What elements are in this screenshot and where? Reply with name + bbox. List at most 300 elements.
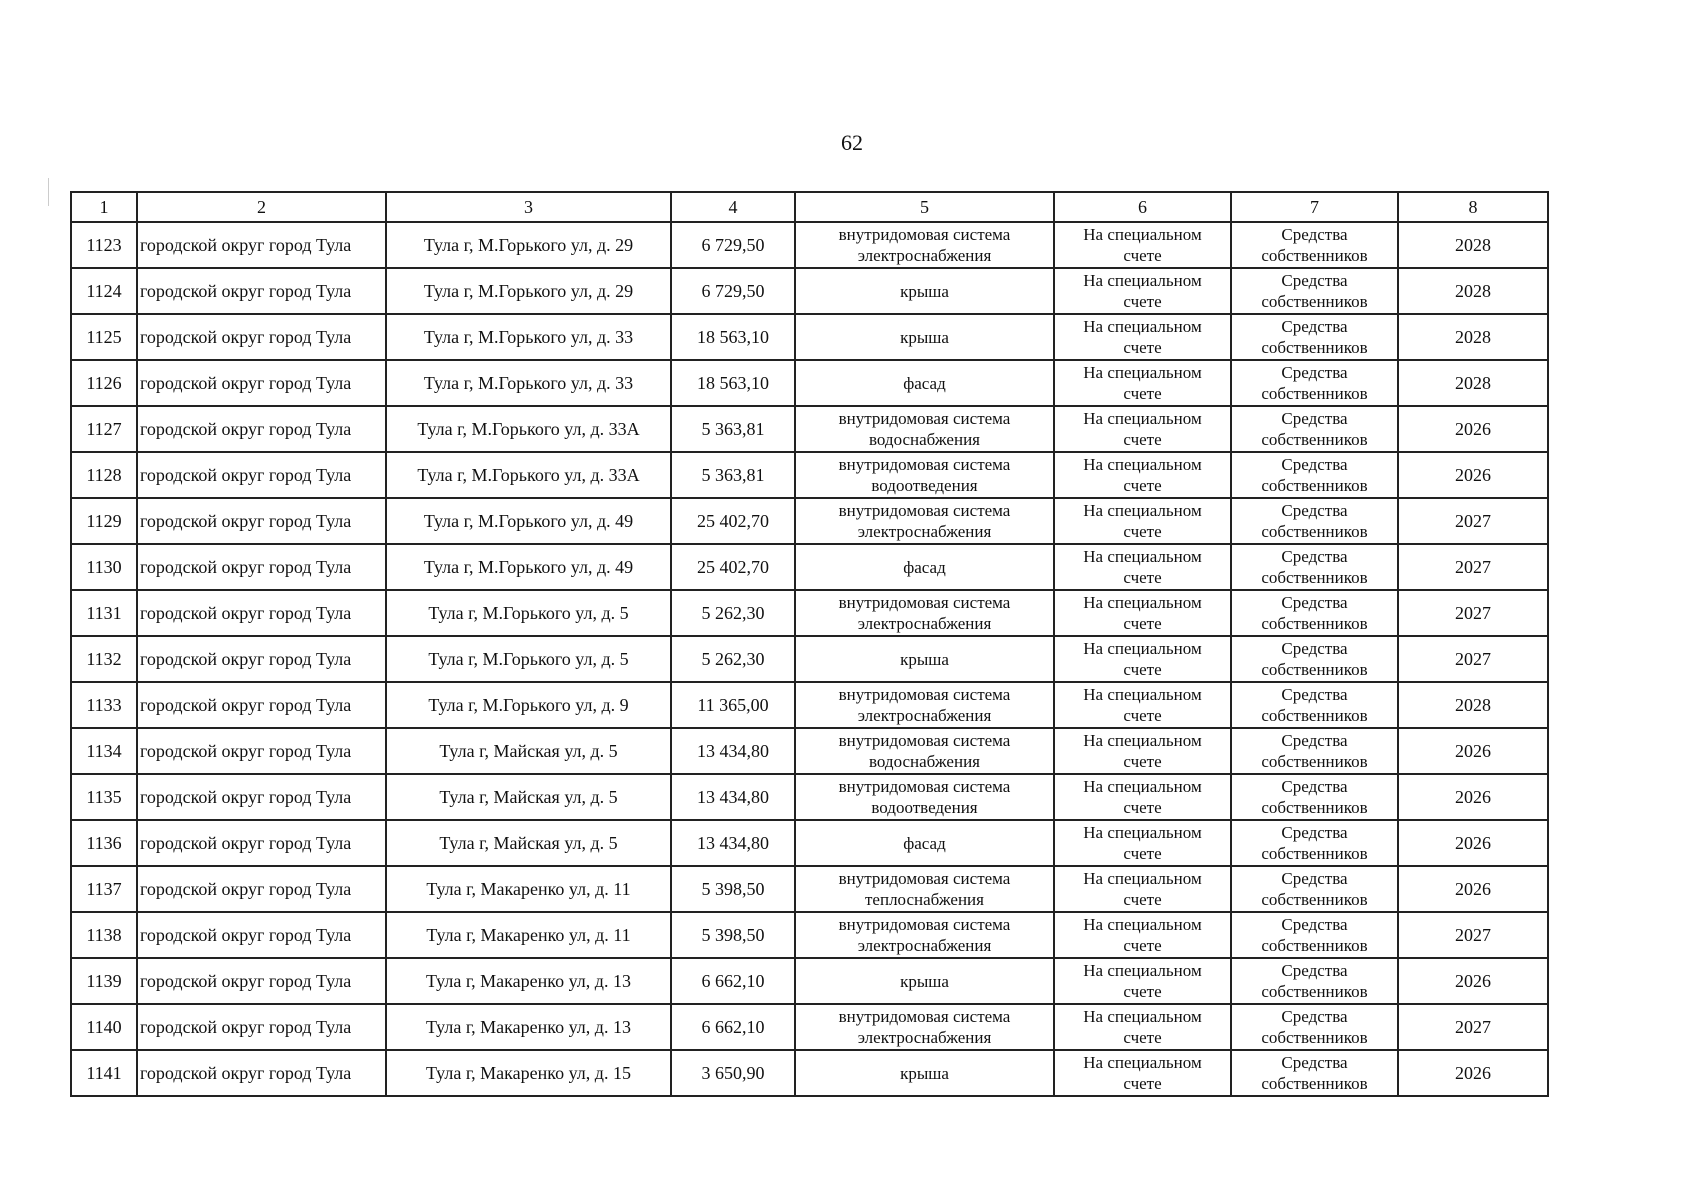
scan-artifact-line	[48, 178, 49, 206]
fund-method-cell-text: счете	[1123, 522, 1162, 541]
row-number-cell	[71, 636, 137, 682]
funding-source-cell	[1231, 636, 1398, 682]
municipality-cell	[137, 1050, 386, 1096]
table-row	[71, 820, 1548, 866]
work-type-cell	[795, 360, 1054, 406]
work-type-cell	[795, 958, 1054, 1004]
fund-method-cell	[1054, 268, 1231, 314]
area-cell-text: 5 363,81	[701, 419, 765, 439]
work-type-cell-text: внутридомовая система	[838, 455, 1011, 474]
row-number-cell	[71, 544, 137, 590]
year-cell-text: 2026	[1455, 787, 1491, 807]
funding-source-cell-text: Средства	[1281, 271, 1348, 290]
address-cell	[386, 866, 671, 912]
fund-method-cell-text: На специальном	[1083, 593, 1202, 612]
work-type-cell-text: электроснабжения	[857, 936, 992, 955]
area-cell	[671, 360, 795, 406]
year-cell-text: 2028	[1455, 281, 1491, 301]
work-type-cell-text: фасад	[903, 557, 946, 577]
work-type-cell-text: водоотведения	[871, 798, 978, 817]
address-cell	[386, 452, 671, 498]
area-cell	[671, 452, 795, 498]
funding-source-cell	[1231, 544, 1398, 590]
area-cell	[671, 314, 795, 360]
row-number-cell	[71, 728, 137, 774]
funding-source-cell-text: собственников	[1261, 568, 1368, 587]
fund-method-cell-text: счете	[1123, 292, 1162, 311]
municipality-cell	[137, 636, 386, 682]
year-cell	[1398, 544, 1548, 590]
address-cell-text: Тула г, Макаренко ул, д. 11	[426, 879, 631, 899]
municipality-cell-text: городской округ город Тула	[140, 741, 352, 761]
funding-source-cell	[1231, 958, 1398, 1004]
fund-method-cell	[1054, 544, 1231, 590]
work-type-cell	[795, 222, 1054, 268]
work-type-cell-text: внутридомовая система	[838, 869, 1011, 888]
funding-source-cell	[1231, 820, 1398, 866]
year-cell	[1398, 636, 1548, 682]
year-cell	[1398, 268, 1548, 314]
year-cell-text: 2026	[1455, 833, 1491, 853]
row-number-cell	[71, 866, 137, 912]
work-type-cell-text: теплоснабжения	[865, 890, 984, 909]
area-cell	[671, 544, 795, 590]
address-cell-text: Тула г, М.Горького ул, д. 29	[423, 235, 634, 255]
fund-method-cell-text: На специальном	[1083, 271, 1202, 290]
year-cell	[1398, 774, 1548, 820]
work-type-cell-text: внутридомовая система	[838, 409, 1011, 428]
row-number-cell	[71, 268, 137, 314]
municipality-cell-text: городской округ город Тула	[140, 419, 352, 439]
work-type-cell	[795, 820, 1054, 866]
funding-source-cell-text: собственников	[1261, 384, 1368, 403]
row-number-cell-text: 1131	[86, 603, 122, 623]
work-type-cell-text: внутридомовая система	[838, 685, 1011, 704]
row-number-cell-text: 1125	[86, 327, 122, 347]
year-cell-text: 2027	[1455, 1017, 1491, 1037]
area-cell	[671, 498, 795, 544]
address-cell-text: Тула г, М.Горького ул, д. 33А	[417, 465, 640, 485]
area-cell-text: 18 563,10	[697, 373, 769, 393]
municipality-cell	[137, 912, 386, 958]
area-cell-text: 25 402,70	[697, 557, 769, 577]
row-number-cell-text: 1129	[86, 511, 122, 531]
fund-method-cell	[1054, 590, 1231, 636]
funding-source-cell-text: Средства	[1281, 455, 1348, 474]
work-type-cell	[795, 406, 1054, 452]
municipality-cell	[137, 314, 386, 360]
area-cell	[671, 866, 795, 912]
municipality-cell-text: городской округ город Тула	[140, 327, 352, 347]
row-number-cell-text: 1135	[86, 787, 122, 807]
funding-source-cell	[1231, 406, 1398, 452]
funding-source-cell-text: Средства	[1281, 1007, 1348, 1026]
row-number-cell-text: 1133	[86, 695, 122, 715]
table-row	[71, 590, 1548, 636]
address-cell-text: Тула г, М.Горького ул, д. 33	[423, 373, 634, 393]
address-cell-text: Тула г, Макаренко ул, д. 13	[426, 971, 631, 991]
table-row	[71, 360, 1548, 406]
year-cell	[1398, 728, 1548, 774]
year-cell	[1398, 958, 1548, 1004]
funding-source-cell-text: Средства	[1281, 1053, 1348, 1072]
fund-method-cell-text: На специальном	[1083, 409, 1202, 428]
funding-source-cell	[1231, 222, 1398, 268]
fund-method-cell	[1054, 820, 1231, 866]
fund-method-cell	[1054, 866, 1231, 912]
area-cell	[671, 1050, 795, 1096]
table-row	[71, 682, 1548, 728]
work-type-cell	[795, 590, 1054, 636]
municipality-cell-text: городской округ город Тула	[140, 879, 352, 899]
municipality-cell-text: городской округ город Тула	[140, 649, 352, 669]
table-row	[71, 544, 1548, 590]
fund-method-cell	[1054, 728, 1231, 774]
fund-method-cell-text: На специальном	[1083, 1053, 1202, 1072]
row-number-cell	[71, 222, 137, 268]
work-type-cell-text: крыша	[900, 1063, 949, 1083]
area-cell-text: 13 434,80	[697, 741, 769, 761]
fund-method-cell	[1054, 360, 1231, 406]
address-cell-text: Тула г, М.Горького ул, д. 49	[423, 511, 634, 531]
municipality-cell	[137, 222, 386, 268]
year-cell	[1398, 590, 1548, 636]
work-type-cell-text: крыша	[900, 649, 949, 669]
fund-method-cell-text: На специальном	[1083, 869, 1202, 888]
work-type-cell-text: внутридомовая система	[838, 593, 1011, 612]
row-number-cell-text: 1137	[86, 879, 122, 899]
work-type-cell	[795, 268, 1054, 314]
area-cell	[671, 682, 795, 728]
work-type-cell	[795, 728, 1054, 774]
fund-method-cell-text: счете	[1123, 890, 1162, 909]
year-cell-text: 2026	[1455, 741, 1491, 761]
area-cell-text: 5 262,30	[701, 603, 765, 623]
work-type-cell	[795, 1050, 1054, 1096]
row-number-cell-text: 1127	[86, 419, 122, 439]
page-number: 62	[841, 130, 863, 155]
municipality-cell	[137, 682, 386, 728]
row-number-cell	[71, 682, 137, 728]
year-cell	[1398, 1004, 1548, 1050]
row-number-cell	[71, 452, 137, 498]
municipality-cell-text: городской округ город Тула	[140, 971, 352, 991]
municipality-cell-text: городской округ город Тула	[140, 695, 352, 715]
municipality-cell-text: городской округ город Тула	[140, 1063, 352, 1083]
fund-method-cell-text: На специальном	[1083, 915, 1202, 934]
row-number-cell-text: 1134	[86, 741, 122, 761]
funding-source-cell-text: собственников	[1261, 1028, 1368, 1047]
funding-source-cell-text: Средства	[1281, 869, 1348, 888]
address-cell-text: Тула г, М.Горького ул, д. 33А	[417, 419, 640, 439]
fund-method-cell-text: счете	[1123, 844, 1162, 863]
work-type-cell-text: крыша	[900, 971, 949, 991]
fund-method-cell-text: счете	[1123, 706, 1162, 725]
header-cell: 5	[795, 192, 1054, 222]
address-cell	[386, 590, 671, 636]
work-type-cell-text: внутридомовая система	[838, 777, 1011, 796]
year-cell-text: 2026	[1455, 1063, 1491, 1083]
work-type-cell-text: внутридомовая система	[838, 1007, 1011, 1026]
area-cell	[671, 912, 795, 958]
fund-method-cell-text: счете	[1123, 1074, 1162, 1093]
row-number-cell	[71, 1004, 137, 1050]
year-cell	[1398, 682, 1548, 728]
work-type-cell	[795, 774, 1054, 820]
funding-source-cell	[1231, 314, 1398, 360]
address-cell-text: Тула г, Майская ул, д. 5	[439, 833, 618, 853]
funding-source-cell-text: собственников	[1261, 430, 1368, 449]
table-row	[71, 958, 1548, 1004]
year-cell-text: 2028	[1455, 327, 1491, 347]
municipality-cell	[137, 820, 386, 866]
funding-source-cell-text: Средства	[1281, 547, 1348, 566]
address-cell	[386, 1050, 671, 1096]
municipality-cell	[137, 360, 386, 406]
table-row	[71, 222, 1548, 268]
row-number-cell-text: 1138	[86, 925, 122, 945]
year-cell-text: 2027	[1455, 925, 1491, 945]
area-cell-text: 13 434,80	[697, 833, 769, 853]
fund-method-cell	[1054, 222, 1231, 268]
municipality-cell-text: городской округ город Тула	[140, 603, 352, 623]
work-type-cell-text: крыша	[900, 327, 949, 347]
year-cell	[1398, 452, 1548, 498]
work-type-cell	[795, 544, 1054, 590]
funding-source-cell-text: собственников	[1261, 890, 1368, 909]
fund-method-cell-text: На специальном	[1083, 639, 1202, 658]
table-row	[71, 1004, 1548, 1050]
area-cell	[671, 774, 795, 820]
header-cell: 1	[71, 192, 137, 222]
funding-source-cell	[1231, 728, 1398, 774]
address-cell-text: Тула г, Макаренко ул, д. 11	[426, 925, 631, 945]
work-type-cell-text: водоснабжения	[869, 430, 980, 449]
work-type-cell	[795, 636, 1054, 682]
fund-method-cell-text: счете	[1123, 1028, 1162, 1047]
funding-source-cell-text: собственников	[1261, 1074, 1368, 1093]
funding-source-cell-text: собственников	[1261, 476, 1368, 495]
work-type-cell-text: водоснабжения	[869, 752, 980, 771]
funding-source-cell-text: собственников	[1261, 936, 1368, 955]
municipality-cell-text: городской округ город Тула	[140, 281, 352, 301]
fund-method-cell-text: счете	[1123, 568, 1162, 587]
fund-method-cell-text: На специальном	[1083, 731, 1202, 750]
fund-method-cell-text: На специальном	[1083, 547, 1202, 566]
municipality-cell	[137, 590, 386, 636]
area-cell-text: 5 398,50	[701, 879, 765, 899]
work-type-cell-text: фасад	[903, 373, 946, 393]
year-cell-text: 2026	[1455, 971, 1491, 991]
funding-source-cell-text: Средства	[1281, 685, 1348, 704]
address-cell-text: Тула г, М.Горького ул, д. 9	[428, 695, 629, 715]
area-cell-text: 6 729,50	[701, 281, 765, 301]
funding-source-cell-text: собственников	[1261, 706, 1368, 725]
fund-method-cell-text: На специальном	[1083, 225, 1202, 244]
fund-method-cell-text: На специальном	[1083, 685, 1202, 704]
area-cell	[671, 1004, 795, 1050]
municipality-cell	[137, 452, 386, 498]
funding-source-cell	[1231, 682, 1398, 728]
municipality-cell-text: городской округ город Тула	[140, 465, 352, 485]
table-row	[71, 452, 1548, 498]
row-number-cell	[71, 958, 137, 1004]
address-cell-text: Тула г, Макаренко ул, д. 15	[426, 1063, 631, 1083]
funding-source-cell	[1231, 498, 1398, 544]
work-type-cell-text: внутридомовая система	[838, 731, 1011, 750]
fund-method-cell-text: счете	[1123, 936, 1162, 955]
address-cell	[386, 728, 671, 774]
table-row	[71, 774, 1548, 820]
municipality-cell-text: городской округ город Тула	[140, 833, 352, 853]
fund-method-cell-text: На специальном	[1083, 823, 1202, 842]
fund-method-cell	[1054, 406, 1231, 452]
funding-source-cell	[1231, 1004, 1398, 1050]
work-type-cell	[795, 866, 1054, 912]
funding-source-cell-text: Средства	[1281, 501, 1348, 520]
fund-method-cell	[1054, 912, 1231, 958]
area-cell	[671, 728, 795, 774]
year-cell	[1398, 360, 1548, 406]
fund-method-cell-text: На специальном	[1083, 501, 1202, 520]
year-cell	[1398, 820, 1548, 866]
header-cell: 2	[137, 192, 386, 222]
municipality-cell-text: городской округ город Тула	[140, 511, 352, 531]
table-row	[71, 866, 1548, 912]
year-cell-text: 2026	[1455, 879, 1491, 899]
area-cell	[671, 820, 795, 866]
municipality-cell-text: городской округ город Тула	[140, 557, 352, 577]
address-cell	[386, 360, 671, 406]
table-row	[71, 912, 1548, 958]
area-cell	[671, 268, 795, 314]
funding-source-cell-text: собственников	[1261, 292, 1368, 311]
funding-source-cell-text: собственников	[1261, 522, 1368, 541]
year-cell-text: 2028	[1455, 373, 1491, 393]
fund-method-cell	[1054, 1004, 1231, 1050]
funding-source-cell-text: Средства	[1281, 225, 1348, 244]
funding-source-cell-text: Средства	[1281, 409, 1348, 428]
fund-method-cell	[1054, 636, 1231, 682]
area-cell-text: 5 398,50	[701, 925, 765, 945]
fund-method-cell-text: счете	[1123, 660, 1162, 679]
funding-source-cell	[1231, 268, 1398, 314]
address-cell	[386, 682, 671, 728]
address-cell	[386, 406, 671, 452]
work-type-cell	[795, 452, 1054, 498]
table-row	[71, 314, 1548, 360]
area-cell-text: 5 363,81	[701, 465, 765, 485]
year-cell-text: 2028	[1455, 695, 1491, 715]
address-cell-text: Тула г, М.Горького ул, д. 5	[428, 649, 629, 669]
fund-method-cell-text: На специальном	[1083, 1007, 1202, 1026]
year-cell-text: 2027	[1455, 649, 1491, 669]
year-cell	[1398, 912, 1548, 958]
fund-method-cell	[1054, 958, 1231, 1004]
work-type-cell	[795, 1004, 1054, 1050]
fund-method-cell	[1054, 498, 1231, 544]
address-cell	[386, 774, 671, 820]
address-cell-text: Тула г, М.Горького ул, д. 49	[423, 557, 634, 577]
header-cell: 4	[671, 192, 795, 222]
row-number-cell	[71, 1050, 137, 1096]
work-type-cell	[795, 912, 1054, 958]
year-cell-text: 2027	[1455, 557, 1491, 577]
year-cell	[1398, 406, 1548, 452]
year-cell-text: 2026	[1455, 465, 1491, 485]
area-cell-text: 18 563,10	[697, 327, 769, 347]
area-cell-text: 6 729,50	[701, 235, 765, 255]
work-type-cell	[795, 682, 1054, 728]
area-cell	[671, 636, 795, 682]
work-type-cell-text: внутридомовая система	[838, 501, 1011, 520]
funding-source-cell-text: собственников	[1261, 752, 1368, 771]
funding-source-cell-text: Средства	[1281, 777, 1348, 796]
funding-source-cell-text: Средства	[1281, 823, 1348, 842]
work-type-cell-text: электроснабжения	[857, 614, 992, 633]
address-cell	[386, 498, 671, 544]
address-cell-text: Тула г, М.Горького ул, д. 5	[428, 603, 629, 623]
funding-source-cell-text: Средства	[1281, 593, 1348, 612]
year-cell-text: 2028	[1455, 235, 1491, 255]
address-cell	[386, 268, 671, 314]
year-cell	[1398, 498, 1548, 544]
municipality-cell	[137, 1004, 386, 1050]
fund-method-cell	[1054, 682, 1231, 728]
municipality-cell	[137, 728, 386, 774]
municipality-cell	[137, 774, 386, 820]
address-cell-text: Тула г, Макаренко ул, д. 13	[426, 1017, 631, 1037]
funding-source-cell-text: Средства	[1281, 639, 1348, 658]
municipality-cell-text: городской округ город Тула	[140, 1017, 352, 1037]
municipality-cell	[137, 268, 386, 314]
work-type-cell-text: электроснабжения	[857, 246, 992, 265]
funding-source-cell-text: собственников	[1261, 338, 1368, 357]
address-cell	[386, 544, 671, 590]
municipality-cell	[137, 544, 386, 590]
funding-source-cell-text: собственников	[1261, 798, 1368, 817]
fund-method-cell-text: счете	[1123, 384, 1162, 403]
table-row	[71, 498, 1548, 544]
row-number-cell	[71, 774, 137, 820]
capital-repair-table	[70, 191, 1549, 1097]
table-row	[71, 268, 1548, 314]
fund-method-cell-text: счете	[1123, 752, 1162, 771]
fund-method-cell	[1054, 1050, 1231, 1096]
table-header-row	[71, 192, 1548, 222]
year-cell	[1398, 866, 1548, 912]
area-cell-text: 3 650,90	[701, 1063, 765, 1083]
year-cell-text: 2027	[1455, 603, 1491, 623]
funding-source-cell-text: Средства	[1281, 317, 1348, 336]
address-cell	[386, 222, 671, 268]
row-number-cell-text: 1128	[86, 465, 122, 485]
fund-method-cell	[1054, 314, 1231, 360]
header-cell: 6	[1054, 192, 1231, 222]
area-cell-text: 5 262,30	[701, 649, 765, 669]
address-cell-text: Тула г, Майская ул, д. 5	[439, 741, 618, 761]
row-number-cell-text: 1124	[86, 281, 122, 301]
fund-method-cell-text: На специальном	[1083, 317, 1202, 336]
fund-method-cell-text: счете	[1123, 614, 1162, 633]
funding-source-cell-text: Средства	[1281, 363, 1348, 382]
funding-source-cell-text: собственников	[1261, 660, 1368, 679]
municipality-cell	[137, 958, 386, 1004]
fund-method-cell-text: счете	[1123, 246, 1162, 265]
table-row	[71, 728, 1548, 774]
funding-source-cell	[1231, 912, 1398, 958]
work-type-cell-text: фасад	[903, 833, 946, 853]
